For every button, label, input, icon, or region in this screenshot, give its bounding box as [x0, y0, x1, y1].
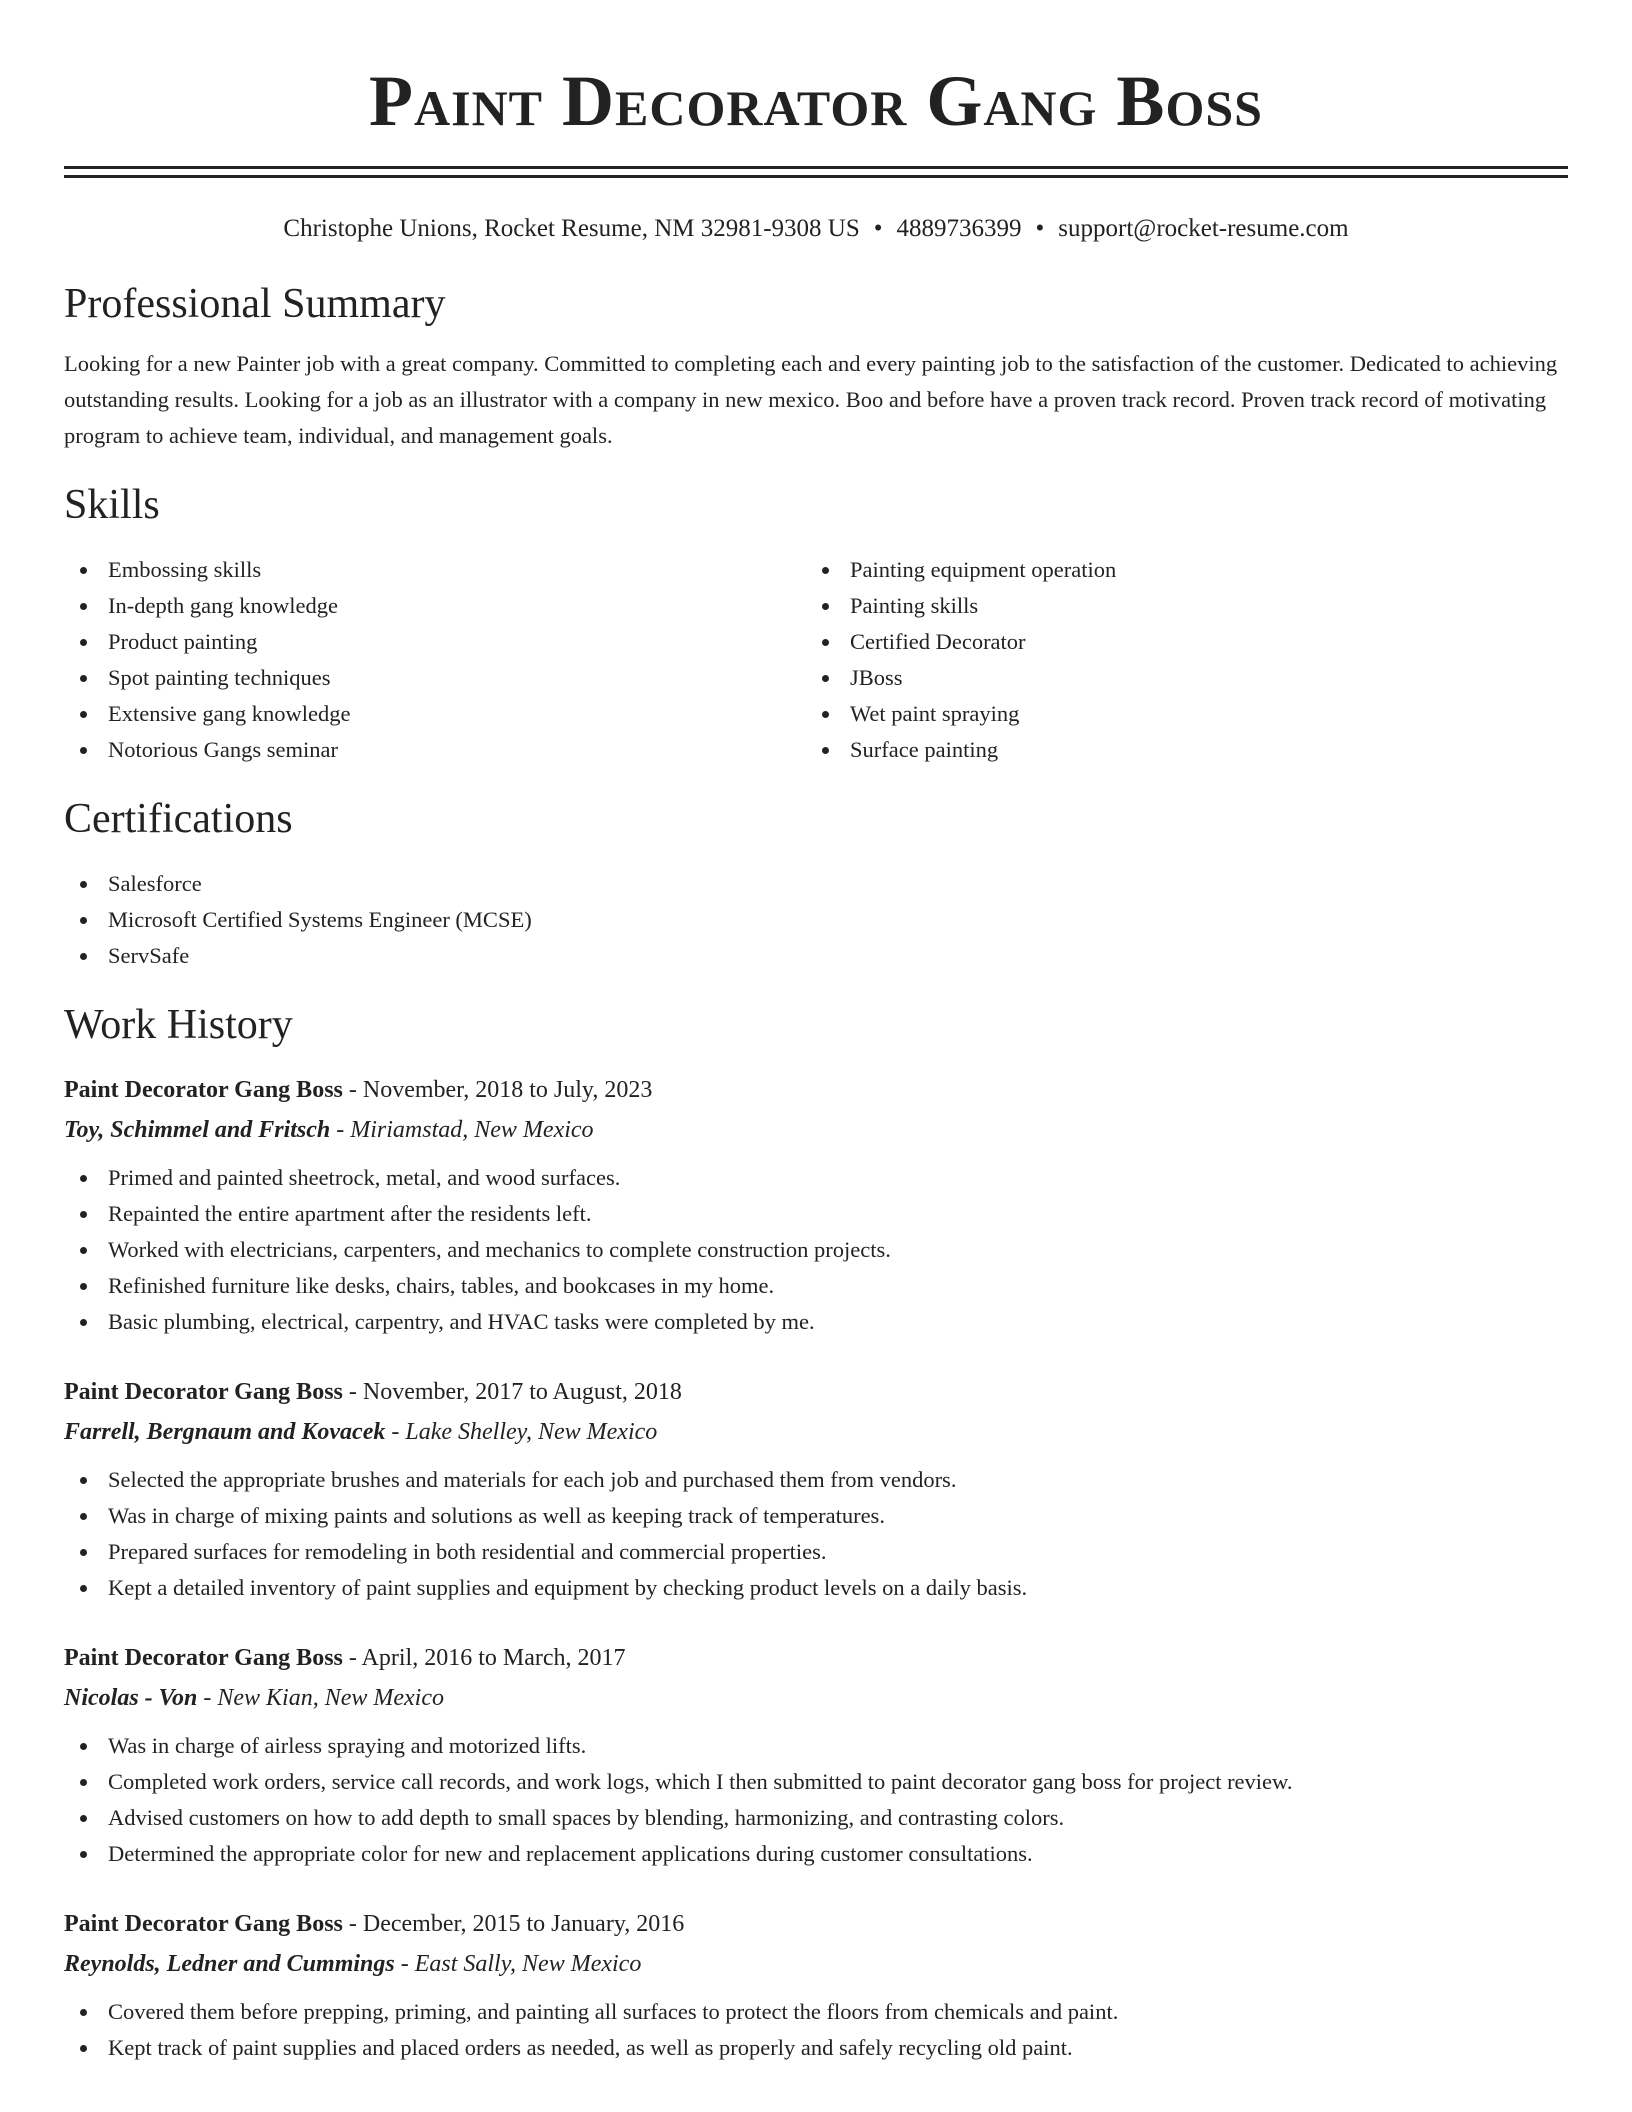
job-bullets [64, 1462, 1568, 1606]
contact-line [64, 213, 1568, 245]
job-company: Reynolds, Ledner and Cummings [64, 1951, 395, 1977]
skill-item: Extensive gang knowledge [64, 696, 806, 732]
job-bullet: Advised customers on how to add depth to small spaces by blending, harmonizing, and contrasting colors. [64, 1800, 1568, 1836]
job-company: Nicolas - Von [64, 1685, 198, 1711]
summary-text: Looking for a new Painter job with a great company. Committed to completing each and every painting job to the satisfaction of the customer. Dedicated to achieving outstanding results. Looking for a job as an illustrator with a company in new mexico. Boo and before have a proven track record. Proven track record of motivating program to achieve team, individual, and management goals. [64, 351, 1558, 448]
skill-item: In-depth gang knowledge [64, 588, 806, 624]
skill-item: Spot painting techniques [64, 660, 806, 696]
skills-columns [64, 552, 1568, 768]
job-bullet: Kept a detailed inventory of paint supplies and equipment by checking product levels on a daily basis. [64, 1570, 1568, 1606]
job-entry [64, 1904, 1568, 2066]
job-dates: November, 2018 to July, 2023 [362, 1077, 653, 1103]
skill-item: Wet paint spraying [806, 696, 1548, 732]
skills-section [64, 480, 1568, 768]
skill-item: Surface painting [806, 732, 1548, 768]
resume-name: Paint Decorator Gang Boss [369, 61, 1263, 141]
job-company: Toy, Schimmel and Fritsch [64, 1117, 331, 1143]
job-company-line: Farrell, Bergnaum and Kovacek - Lake Shelley, New Mexico [64, 1419, 658, 1445]
skills-list-left [64, 552, 806, 768]
job-company-line: Reynolds, Ledner and Cummings - East Sally, New Mexico [64, 1951, 642, 1977]
job-bullet: Covered them before prepping, priming, and painting all surfaces to protect the floors from chemicals and paint. [64, 1994, 1568, 2030]
skills-heading: Skills [64, 482, 160, 528]
job-dates: November, 2017 to August, 2018 [362, 1379, 682, 1405]
job-company: Farrell, Bergnaum and Kovacek [64, 1419, 386, 1445]
job-title-line: Paint Decorator Gang Boss - December, 2015 to January, 2016 [64, 1911, 685, 1937]
job-bullet: Repainted the entire apartment after the residents left. [64, 1196, 1568, 1232]
job-dates: April, 2016 to March, 2017 [361, 1645, 626, 1671]
job-bullet: Kept track of paint supplies and placed orders as needed, as well as properly and safely recycling old paint. [64, 2030, 1568, 2066]
job-entry [64, 1372, 1568, 1606]
job-bullet: Was in charge of mixing paints and solutions as well as keeping track of temperatures. [64, 1498, 1568, 1534]
header-divider-thick [64, 166, 1568, 169]
contact-phone: 4889736399 [896, 215, 1022, 242]
job-entry [64, 1638, 1568, 1872]
contact-email: support@rocket-resume.com [1058, 215, 1349, 242]
job-title: Paint Decorator Gang Boss [64, 1379, 343, 1405]
certification-item: ServSafe [64, 938, 1568, 974]
job-title-line: Paint Decorator Gang Boss - April, 2016 to March, 2017 [64, 1645, 626, 1671]
job-bullets [64, 1994, 1568, 2066]
job-bullet: Primed and painted sheetrock, metal, and wood surfaces. [64, 1160, 1568, 1196]
skills-list-right [806, 552, 1548, 768]
job-bullet: Determined the appropriate color for new and replacement applications during customer consultations. [64, 1836, 1568, 1872]
job-location: Lake Shelley, New Mexico [405, 1419, 658, 1445]
skill-item: Embossing skills [64, 552, 806, 588]
job-location: Miriamstad, New Mexico [350, 1117, 594, 1143]
job-location: East Sally, New Mexico [414, 1951, 642, 1977]
job-title-line: Paint Decorator Gang Boss - November, 2017 to August, 2018 [64, 1379, 682, 1405]
job-title: Paint Decorator Gang Boss [64, 1077, 343, 1103]
job-bullet: Basic plumbing, electrical, carpentry, and HVAC tasks were completed by me. [64, 1304, 1568, 1340]
job-company-line: Nicolas - Von - New Kian, New Mexico [64, 1685, 444, 1711]
certification-item: Microsoft Certified Systems Engineer (MCSE) [64, 902, 1568, 938]
certifications-list [64, 866, 1568, 974]
job-bullets [64, 1728, 1568, 1872]
skill-item: Certified Decorator [806, 624, 1548, 660]
resume-page [64, 0, 1568, 2066]
work-history-section [64, 1000, 1568, 2066]
job-bullet: Was in charge of airless spraying and motorized lifts. [64, 1728, 1568, 1764]
certifications-section [64, 794, 1568, 974]
job-entry [64, 1070, 1568, 1340]
job-title: Paint Decorator Gang Boss [64, 1911, 343, 1937]
job-bullet: Selected the appropriate brushes and materials for each job and purchased them from vendors. [64, 1462, 1568, 1498]
skill-item: Notorious Gangs seminar [64, 732, 806, 768]
contact-address: Christophe Unions, Rocket Resume, NM 32981-9308 US [283, 215, 860, 242]
job-bullet: Refinished furniture like desks, chairs, tables, and bookcases in my home. [64, 1268, 1568, 1304]
contact-separator: • [1035, 215, 1045, 242]
job-title: Paint Decorator Gang Boss [64, 1645, 343, 1671]
header-divider-thin [64, 175, 1568, 178]
certification-item: Salesforce [64, 866, 1568, 902]
skill-item: JBoss [806, 660, 1548, 696]
job-title-line: Paint Decorator Gang Boss - November, 2018 to July, 2023 [64, 1077, 653, 1103]
job-location: New Kian, New Mexico [217, 1685, 444, 1711]
job-bullet: Prepared surfaces for remodeling in both residential and commercial properties. [64, 1534, 1568, 1570]
job-dates: December, 2015 to January, 2016 [362, 1911, 685, 1937]
skill-item: Product painting [64, 624, 806, 660]
skill-item: Painting skills [806, 588, 1548, 624]
skill-item: Painting equipment operation [806, 552, 1548, 588]
contact-separator: • [873, 215, 883, 242]
summary-section [64, 279, 1568, 454]
summary-heading: Professional Summary [64, 281, 446, 327]
job-bullet: Completed work orders, service call records, and work logs, which I then submitted to paint decorator gang boss for project review. [64, 1764, 1568, 1800]
job-bullets [64, 1160, 1568, 1340]
work-history-heading: Work History [64, 1002, 293, 1048]
job-bullet: Worked with electricians, carpenters, and mechanics to complete construction projects. [64, 1232, 1568, 1268]
job-company-line: Toy, Schimmel and Fritsch - Miriamstad, New Mexico [64, 1117, 594, 1143]
certifications-heading: Certifications [64, 796, 293, 842]
